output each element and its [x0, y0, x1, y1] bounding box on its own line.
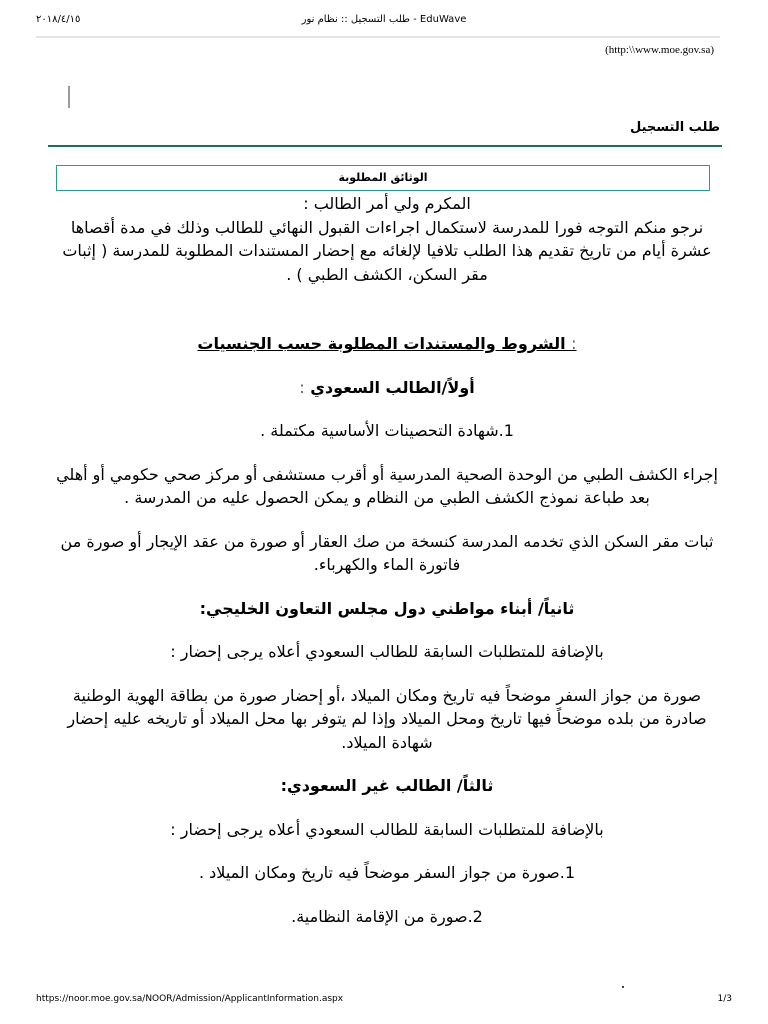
- instructions-content: [52, 192, 722, 928]
- section3-item2: 2.صورة من الإقامة النظامية.: [291, 906, 483, 926]
- section2-item1: صورة من جواز السفر موضحاً فيه تاريخ ومكان الميلاد ،أو إحضار صورة من بطاقة الهوية الوطنية صادرة من بلده موضحاً فيها تاريخ ومحل الميلاد وإذا لم يتوفر بها محل الميلاد أو تاريخه عليه إحضار شهادة الميلاد.: [67, 685, 707, 752]
- page-number: 1/3: [717, 994, 732, 1004]
- required-documents-label: الوثائق المطلوبة: [338, 171, 428, 184]
- section1-heading: [52, 376, 722, 400]
- section3-item1: 1.صورة من جواز السفر موضحاً فيه تاريخ ومكان الميلاد .: [198, 863, 576, 882]
- conditions-colon: :: [571, 334, 577, 353]
- page-title: طلب التسجيل: [630, 120, 720, 135]
- print-date: ٢٠١٨/٤/١٥: [36, 14, 81, 25]
- section1-colon: :: [299, 377, 305, 397]
- intro-salutation: المكرم ولي أمر الطالب :: [303, 194, 471, 213]
- conditions-heading-text: الشروط والمستندات المطلوبة حسب الجنسيات: [197, 334, 566, 353]
- section1-item2: إجراء الكشف الطبي من الوحدة الصحية المدرسية أو أقرب مستشفى أو مركز صحي حكومي أو أهلي بعد طباعة نموذج الكشف الطبي من النظام و يمكن الحصول عليه من المدرسة .: [56, 464, 718, 507]
- window-title: طلب التسجيل :: نظام نور - EduWave: [301, 14, 467, 25]
- section3-heading: ثالثاً/ الطالب غير السعودي:: [280, 776, 494, 795]
- title-divider: [48, 145, 722, 147]
- intro-paragraph: نرجو منكم التوجه فورا للمدرسة لاستكمال اجراءات القبول النهائي للطالب وذلك في مدة أقصاها عشرة أيام من تاريخ تقديم هذا الطلب تلافيا لإلغائه مع إحضار المستندات المطلوبة للمدرسة ( إثبات مقر السكن، الكشف الطبي ) .: [62, 217, 712, 284]
- footer-mark: [622, 986, 624, 988]
- section2-heading: ثانياً/ أبناء مواطني دول مجلس التعاون الخليجي:: [199, 598, 575, 618]
- section1-item1: 1.شهادة التحصينات الأساسية مكتملة .: [260, 421, 514, 440]
- header-divider: [36, 36, 720, 38]
- section2-intro: بالإضافة للمتطلبات السابقة للطالب السعودي أعلاه يرجى إحضار :: [170, 642, 604, 661]
- print-header: [0, 14, 768, 30]
- section1-heading-text: أولاً/الطالب السعودي: [310, 377, 475, 397]
- section1-item3: ثبات مقر السكن الذي تخدمه المدرسة كنسخة من صك العقار أو صورة من عقد الإيجار أو صورة من فاتورة الماء والكهرباء.: [60, 531, 714, 574]
- ministry-url[interactable]: (http:\\www.moe.gov.sa): [605, 44, 714, 56]
- footer-url[interactable]: https://noor.moe.gov.sa/NOOR/Admission/ApplicantInformation.aspx: [36, 994, 344, 1004]
- section3-intro: بالإضافة للمتطلبات السابقة للطالب السعودي أعلاه يرجى إحضار :: [170, 819, 604, 839]
- required-documents-box: [56, 165, 710, 191]
- text-cursor: [68, 86, 70, 108]
- conditions-heading: [52, 332, 722, 356]
